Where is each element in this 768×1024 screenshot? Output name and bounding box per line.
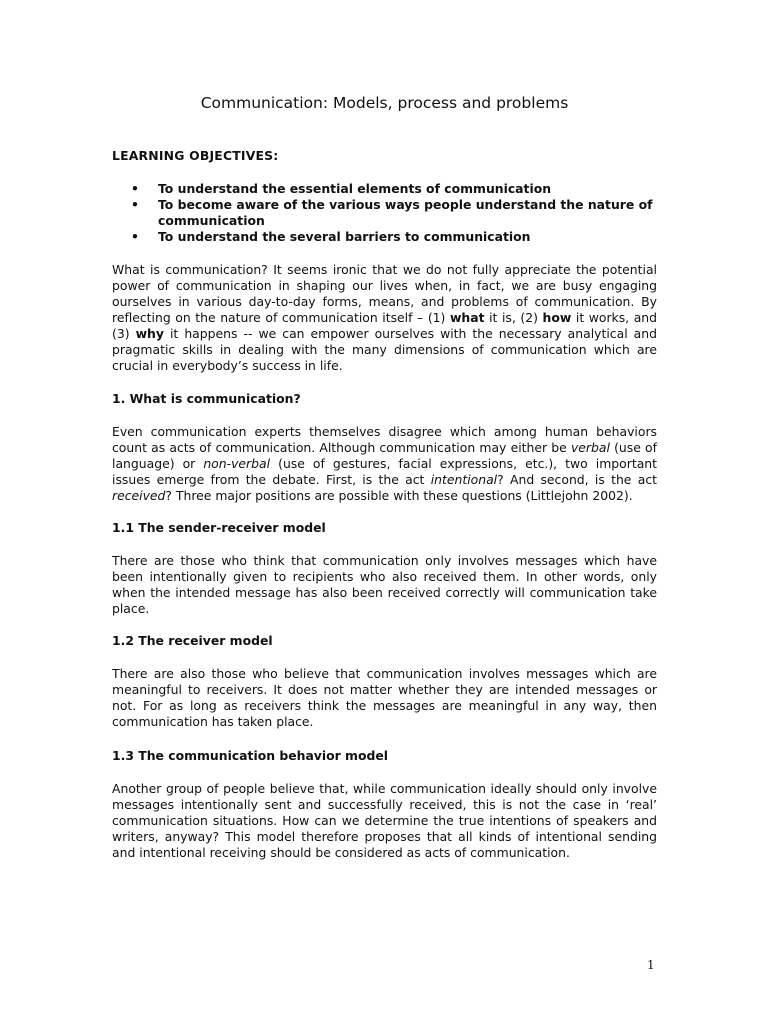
bullet-icon: •	[131, 197, 139, 212]
objectives-list	[112, 181, 657, 245]
section-1-text: (use of language) or	[112, 440, 657, 471]
section-1-text: (use of gestures, facial expressions, etc.), two important issues emerge from the debate. First, is the act	[112, 456, 658, 487]
intro-why: why	[135, 326, 164, 341]
section-1-3-heading: 1.3 The communication behavior model	[112, 748, 389, 763]
term-verbal: verbal	[570, 440, 610, 455]
intro-how: how	[542, 310, 572, 325]
bullet-icon: •	[131, 181, 139, 196]
intro-text: it happens -- we can empower ourselves with the necessary analytical and pragmatic skills in dealing with the many dimensions of communication which are crucial in everybody’s success in life.	[112, 326, 657, 373]
term-received: received	[112, 488, 166, 503]
section-1-text: ? And second, is the act	[497, 472, 657, 487]
section-1-text: ? Three major positions are possible with these questions (Littlejohn 2002).	[165, 488, 633, 503]
intro-paragraph	[112, 262, 657, 374]
bullet-icon: •	[131, 229, 139, 244]
objective-item	[112, 197, 657, 229]
intro-what: what	[449, 310, 485, 325]
objective-text: To understand the essential elements of communication	[158, 181, 552, 196]
section-1-heading: 1. What is communication?	[112, 391, 301, 406]
section-1-1-heading: 1.1 The sender-receiver model	[112, 520, 326, 535]
document-title: Communication: Models, process and problems	[200, 94, 569, 112]
section-1-3-paragraph: Another group of people believe that, while communication ideally should only involve messages intentionally sent and successfully received, this is not the case in ‘real’ communication situations. How can we determine the true intentions of speakers and writers, anyway? This model therefore proposes that all kinds of intentional sending and intentional receiving should be considered as acts of communication.	[112, 781, 657, 860]
objective-text: To understand the several barriers to communication	[158, 229, 531, 244]
section-1-1-paragraph: There are those who think that communication only involves messages which have been intentionally given to recipients who also received them. In other words, only when the intended message has also been received correctly will communication take place.	[112, 553, 657, 616]
section-1-2-heading: 1.2 The receiver model	[112, 633, 273, 648]
objective-item	[112, 181, 657, 197]
objective-text: To become aware of the various ways people understand the nature of communication	[158, 197, 653, 228]
section-1-2-paragraph: There are also those who believe that communication involves messages which are meaningful to receivers. It does not matter whether they are intended messages or not. For as long as receivers think the messages are meaningful in any way, then communication has taken place.	[112, 666, 657, 729]
term-nonverbal: non-verbal	[203, 456, 271, 471]
objectives-heading: LEARNING OBJECTIVES:	[112, 148, 279, 163]
objective-item	[112, 229, 657, 245]
intro-text: What is communication? It seems ironic that we do not fully appreciate the potential power of communication in shaping our lives when, in fact, we are busy engaging ourselves in various day-to-day forms, means, and problems of communication. By reflecting on the nature of communication itself – (1)	[112, 262, 657, 325]
page-number: 1	[647, 958, 655, 972]
intro-text: it is, (2)	[484, 310, 543, 325]
intro-text: it works, and (3)	[112, 310, 658, 341]
section-1-text: Even communication experts themselves disagree which among human behaviors count as acts of communication. Although communication may either be	[112, 424, 657, 455]
term-intentional: intentional	[430, 472, 498, 487]
section-1-paragraph	[112, 424, 657, 504]
